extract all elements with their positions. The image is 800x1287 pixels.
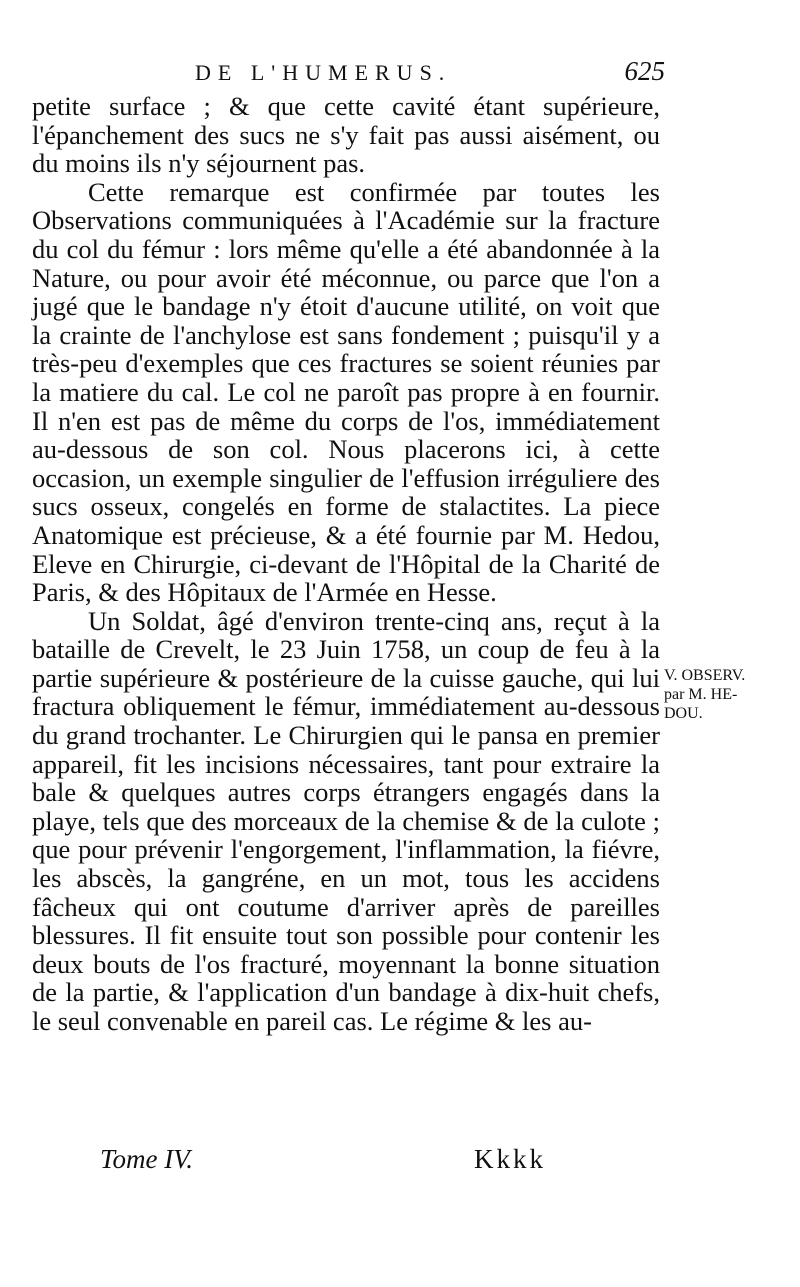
running-title: DE L'HUMERUS. xyxy=(195,60,452,85)
running-head xyxy=(195,56,665,92)
page-footer xyxy=(100,1144,580,1184)
paragraph-3: Un Soldat, âgé d'environ trente-cinq ans, reçut à la bataille de Crevelt, le 23 Juin 1758, un coup de feu à la partie supérieure & postérieure de la cuisse gauche, qui lui fractura obliquement le fémur, immédiatement au-dessous du grand trochanter. Le Chirurgien qui le pansa en premier appareil, fit les incisions nécessaires, tant pour extraire la bale & quelques autres corps étrangers engagés dans la playe, tels que des morceaux de la chemise & de la culote ; que pour prévenir l'engorgement, l'inflammation, la fiévre, les abscès, la gangréne, en un mot, tous les accidens fâcheux qui ont coutume d'arriver après de pareilles blessures. Il fit ensuite tout son possible pour contenir les deux bouts de l'os fracturé, moyennant la bonne situation de la partie, & l'application d'un bandage à dix-huit chefs, le seul convenable en pareil cas. Le régime & les au- xyxy=(32,605,660,1036)
margin-note: V. OBSERV. par M. HE- DOU. xyxy=(664,667,746,722)
paragraph-1: petite surface ; & que cette cavité étant supérieure, l'épanchement des sucs ne s'y fait pas aussi aisément, ou du moins ils n'y séjournent pas. xyxy=(32,91,660,179)
signature-mark: Kkkk xyxy=(474,1144,546,1174)
paragraph-2: Cette remarque est confirmée par toutes les Observations communiquées à l'Académie sur la fracture du col du fémur : lors même qu'elle a été abandonnée à la Nature, ou pour avoir été méconnue, ou parce que l'on a jugé que le bandage n'y étoit d'aucune utilité, on voit que la crainte de l'anchylose est sans fondement ; puisqu'il y a très-peu d'exemples que ces fractures se soient réunies par la matiere du cal. Le col ne paroît pas propre à en fournir. Il n'en est pas de même du corps de l'os, immédiatement au-dessous de son col. Nous placerons ici, à cette occasion, un exemple singulier de l'effusion irréguliere des sucs osseux, congelés en forme de stalactites. La piece Anatomique est précieuse, & a été fournie par M. Hedou, Eleve en Chirurgie, ci-devant de l'Hôpital de la Charité de Paris, & des Hôpitaux de l'Armée en Hesse. xyxy=(32,176,660,608)
page-number: 625 xyxy=(624,56,665,86)
body-text xyxy=(32,92,660,1036)
volume-label: Tome IV. xyxy=(100,1144,194,1174)
